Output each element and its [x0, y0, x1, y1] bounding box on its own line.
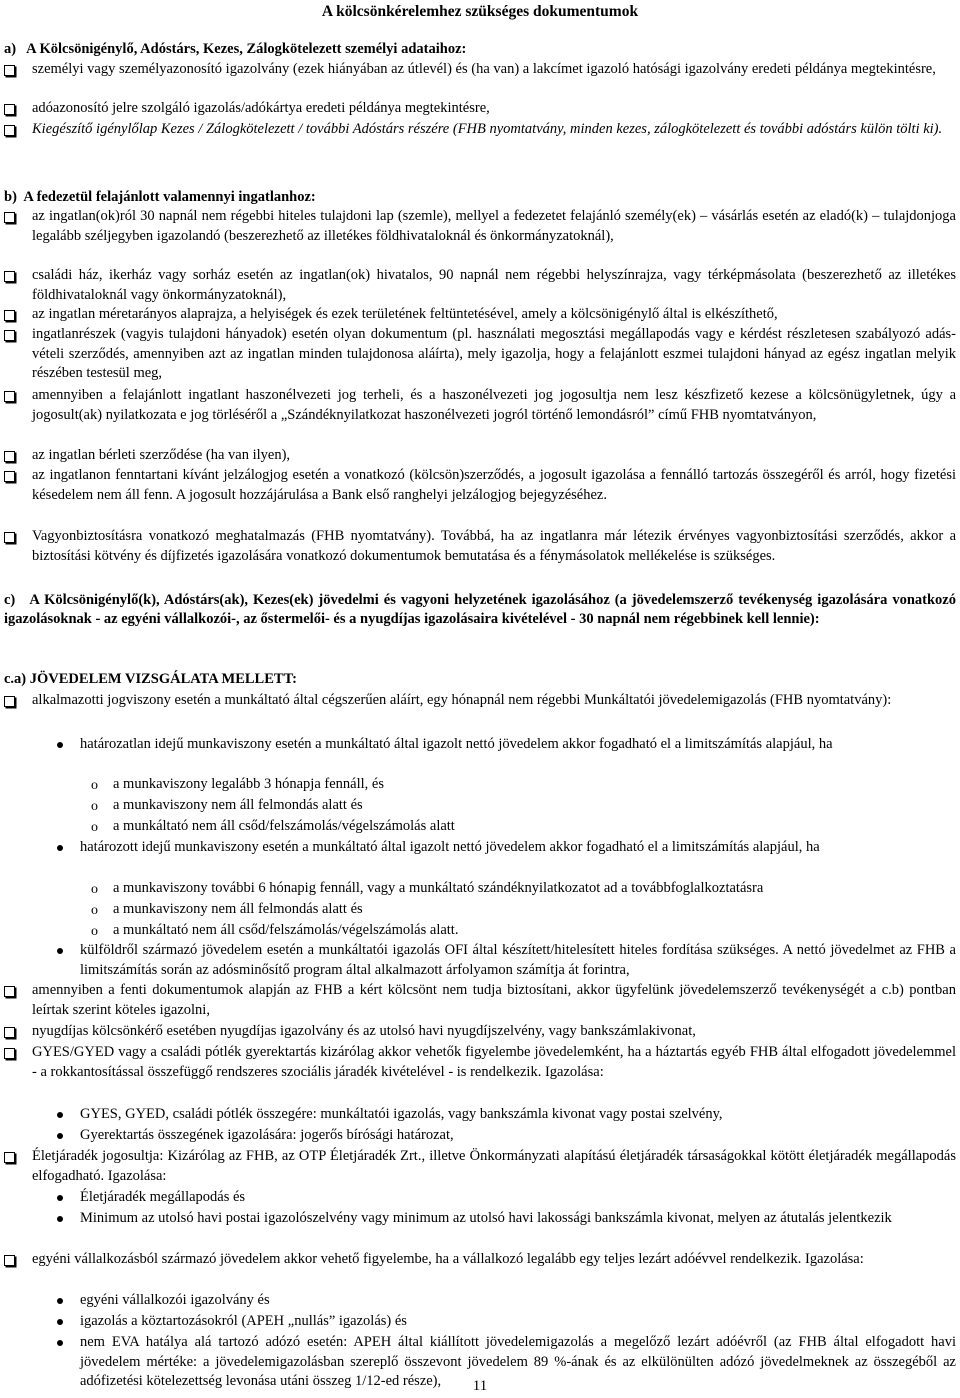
section-ca-heading: c.a) JÖVEDELEM VIZSGÁLATA MELLETT: — [4, 671, 297, 687]
bullet-icon — [57, 1298, 63, 1304]
checkbox-bullet-icon — [4, 451, 15, 462]
list-item: egyéni vállalkozói igazolvány és — [80, 1291, 956, 1311]
checkbox-bullet-icon — [4, 696, 15, 707]
list-item: Kiegészítő igénylőlap Kezes / Zálogkötelezett / további Adóstárs részére (FHB nyomtatvány, minden kezes, zálogkötelezett és további adóstárs külön tölti ki). — [32, 120, 956, 140]
bullet-icon — [57, 1195, 63, 1201]
circle-bullet-icon: o — [91, 799, 98, 814]
list-item: o a munkáltató nem áll csőd/felszámolás/végelszámolás alatt. — [113, 921, 956, 941]
list-item: egyéni vállalkozásból származó jövedelem akkor vehető figyelembe, ha a vállalkozó legalább egy teljes lezárt adóévvel rendelkezik. Igazolása: — [32, 1250, 956, 1270]
list-item: személyi vagy személyazonosító igazolvány (ezek hiányában az útlevél) és (ha van) a lakcímet igazoló hatósági igazolvány eredeti példánya megtekintésre, — [32, 60, 956, 80]
list-item: GYES/GYED vagy a családi pótlék gyerektartás kizárólag akkor vehetők figyelembe jövedelemként, ha a háztartás egyéb FHB által elfogadott jövedelemmel - a rokkantosítással összefüggő rendszeres szociális járadék kivételével - is rendelkezik. Igazolása: — [32, 1043, 956, 1082]
checkbox-bullet-icon — [4, 330, 15, 341]
list-item: o a munkaviszony nem áll felmondás alatt és — [113, 796, 956, 816]
list-item: az ingatlan bérleti szerződése (ha van ilyen), — [32, 446, 956, 466]
checkbox-bullet-icon — [4, 65, 15, 76]
list-item: adóazonosító jelre szolgáló igazolás/adókártya eredeti példánya megtekintésre, — [32, 99, 956, 119]
list-item: az ingatlan méretarányos alaprajza, a helyiségek és ezek területének feltüntetésével, amely a kölcsönigénylő által is elkészíthető, — [32, 305, 956, 325]
circle-bullet-icon: o — [91, 924, 98, 939]
checkbox-bullet-icon — [4, 310, 15, 321]
list-item: az ingatlanon fenntartani kívánt jelzálogjog esetén a vonatkozó (kölcsön)szerződés, a jogosult igazolása a fennálló tartozás összegéről és arról, hogy fizetési késedelem nem áll fenn. A jogosult hozzájárulása a Bank első ranghelyi jelzálogjog bejegyzéséhez. — [32, 466, 956, 505]
list-item: külföldről származó jövedelem esetén a munkáltatói igazolás OFI által készített/hitelesített hiteles fordítása szükséges. A nettó jövedelmet az FHB a limitszámítás során az adósminősítő program által alkalmazott árfolyamon számítja át forintra, — [80, 941, 956, 980]
list-item: határozott idejű munkaviszony esetén a munkáltató által igazolt nettó jövedelem akkor fogadható el a limitszámítás alapjául, ha — [80, 838, 956, 858]
checkbox-bullet-icon — [4, 1027, 15, 1038]
list-item: az ingatlan(ok)ról 30 napnál nem régebbi hiteles tulajdoni lap (szemle), mellyel a fedezetet felajánló személy(ek) – vásárlás esetén az eladó(k) – tulajdonjoga legalább széljegyben igazolandó (beszerezhető az illetékes földhivataloknál és önkormányzatoknál), — [32, 207, 956, 246]
list-item: nem EVA hatálya alá tartozó adózó esetén: APEH által kiállított jövedelemigazolás a megelőző lezárt adóévről (az FHB által elfogadott havi jövedelem mértéke: a jövedelemigazolásban szereplő összevont jövedelem 89 %-ának és az elkülönülten adózó jövedelmeknek az összegéből az adófizetési kötelezettség levonása utáni összeg 1/12-ed része), — [80, 1333, 956, 1392]
list-item: o a munkaviszony legalább 3 hónapja fennáll, és — [113, 775, 956, 795]
bullet-icon — [57, 1319, 63, 1325]
bullet-icon — [57, 1340, 63, 1346]
checkbox-bullet-icon — [4, 212, 15, 223]
checkbox-bullet-icon — [4, 125, 15, 136]
section-a-heading: a) A Kölcsönigénylő, Adóstárs, Kezes, Zálogkötelezett személyi adataihoz: — [4, 41, 467, 57]
list-item: Életjáradék jogosultja: Kizárólag az FHB, az OTP Életjáradék Zrt., illetve Önkormányzati alapítású életjáradék társaságokkal kötött életjáradék megállapodás elfogadható. Igazolása: — [32, 1147, 956, 1186]
bullet-icon — [57, 742, 63, 748]
bullet-icon — [57, 1133, 63, 1139]
list-item: o a munkaviszony további 6 hónapig fennáll, vagy a munkáltató szándéknyilatkozatot ad a továbbfoglalkoztatásra — [113, 879, 956, 899]
checkbox-bullet-icon — [4, 1048, 15, 1059]
circle-bullet-icon: o — [91, 778, 98, 793]
section-b-heading: b) A fedezetül felajánlott valamennyi ingatlanhoz: — [4, 189, 316, 205]
checkbox-bullet-icon — [4, 986, 15, 997]
list-item: amennyiben a fenti dokumentumok alapján az FHB a kért kölcsönt nem tudja biztosítani, akkor ügyfelünk jövedelemszerző tevékenységét a c.b) pontban leírtak szerint köteles igazolni, — [32, 981, 956, 1020]
checkbox-bullet-icon — [4, 1255, 15, 1266]
bullet-icon — [57, 948, 63, 954]
circle-bullet-icon: o — [91, 903, 98, 918]
circle-bullet-icon: o — [91, 820, 98, 835]
page-number: 11 — [472, 1378, 488, 1394]
list-item: ingatlanrészek (vagyis tulajdoni hányadok) esetén olyan dokumentum (pl. használati megosztási megállapodás vagy e kérdést részletesen szabályozó adás-vételi szerződés, amennyiben azt az ingatlan minden tulajdonosa aláírta), mely igazolja, hogy a felajánlott eszmei tulajdoni hányad az egész ingatlan melyik részében testesül meg, — [32, 325, 956, 384]
checkbox-bullet-icon — [4, 532, 15, 543]
list-item: Minimum az utolsó havi postai igazolószelvény vagy minimum az utolsó havi lakossági bankszámla kivonat, melyen az átutalás jelentkezik — [80, 1209, 956, 1229]
list-item: amennyiben a felajánlott ingatlant haszonélvezeti jog terheli, és a haszonélvezeti jog jogosultja nem lesz készfizető kezese a kölcsönügyletnek, úgy a jogosult(ak) nyilatkozata e jog törléséről a „Szándéknyilatkozat haszonélvezeti jogról történő lemondásról” című FHB nyomtatványon, — [32, 386, 956, 425]
section-c-heading: c) A Kölcsönigénylő(k), Adóstárs(ak), Kezes(ek) jövedelmi és vagyoni helyzetének igazolásához (a jövedelemszerző tevékenység igazolására vonatkozó igazolásoknak - az egyéni vállalkozói-, az őstermelői- és a nyugdíjas igazolásaira kivételével - 30 napnál nem régebbinek kell lennie): — [4, 592, 956, 627]
checkbox-bullet-icon — [4, 391, 15, 402]
checkbox-bullet-icon — [4, 471, 15, 482]
list-item: családi ház, ikerház vagy sorház esetén az ingatlan(ok) hivatalos, 90 napnál nem régebbi helyszínrajza, vagy térképmásolata (beszerezhető az illetékes földhivataloknál vagy önkormányzatoknál), — [32, 266, 956, 305]
list-item: GYES, GYED, családi pótlék összegére: munkáltatói igazolás, vagy bankszámla kivonat vagy postai szelvény, — [80, 1105, 956, 1125]
list-item: nyugdíjas kölcsönkérő esetében nyugdíjas igazolvány és az utolsó havi nyugdíjszelvény, vagy bankszámlakivonat, — [32, 1022, 956, 1042]
list-item: o a munkáltató nem áll csőd/felszámolás/végelszámolás alatt — [113, 817, 956, 837]
page-title: A kölcsönkérelemhez szükséges dokumentumok — [321, 3, 639, 20]
list-item: Vagyonbiztosításra vonatkozó meghatalmazás (FHB nyomtatvány). Továbbá, ha az ingatlanra már létezik érvényes vagyonbiztosítási szerződés, akkor a biztosítási kötvény és díjfizetés igazolására vonatkozó dokumentumok bemutatása és a fénymásolatok mellékelése is szükséges. — [32, 527, 956, 566]
list-item: o a munkaviszony nem áll felmondás alatt és — [113, 900, 956, 920]
bullet-icon — [57, 1112, 63, 1118]
checkbox-bullet-icon — [4, 1152, 15, 1163]
bullet-icon — [57, 1216, 63, 1222]
bullet-icon — [57, 845, 63, 851]
circle-bullet-icon: o — [91, 882, 98, 897]
list-item: határozatlan idejű munkaviszony esetén a munkáltató által igazolt nettó jövedelem akkor fogadható el a limitszámítás alapjául, ha — [80, 735, 956, 755]
list-item: igazolás a köztartozásokról (APEH „nullás” igazolás) és — [80, 1312, 956, 1332]
list-item: Életjáradék megállapodás és — [80, 1188, 956, 1208]
checkbox-bullet-icon — [4, 104, 15, 115]
checkbox-bullet-icon — [4, 271, 15, 282]
list-item: alkalmazotti jogviszony esetén a munkáltató által cégszerűen aláírt, egy hónapnál nem régebbi Munkáltatói jövedelemigazolás (FHB nyomtatvány): — [32, 691, 956, 711]
list-item: Gyerektartás összegének igazolására: jogerős bírósági határozat, — [80, 1126, 956, 1146]
